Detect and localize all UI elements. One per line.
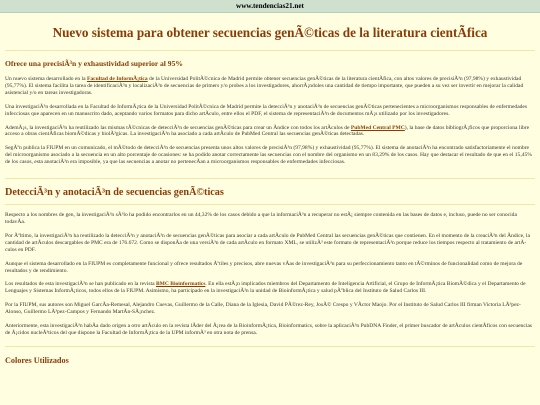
page-title: Nuevo sistema para obtener secuencias genÃ©ticas de la literatura cientÃfica — [52, 25, 488, 40]
paragraph-index: Por Ãºltimo, la investigaciÃ³n ha reutilizado la detecciÃ³n y anotaciÃ³n de secuencias genÃ©ticas para asociar a cada artÃculo de PubMed Central las secuencias genÃ©ticas que contienen. En el momento de la creaciÃ³n del Ãndice, la cantidad de artÃculos descargables de PMC era de 176.672. Como se disponÃa de una versiÃ³n de cada artÃculo en formato XML, se utilizÃ³ este formato de representaciÃ³n porque reduce los tiempos respecto al tratamiento de artÃculos en PDF. — [5, 232, 530, 253]
divider — [5, 204, 535, 205]
paragraph-text: de la Universidad PolitÃ©cnica de Madrid permite obtener secuencias genÃ©ticas de la literatura cientÃfica, con altos valores de precisiÃ³n (97,98%) y exhaustividad (95,77%). El sistema facilita la tarea de identificaciÃ³n y localizaciÃ³n de secuencias de primers y/o probes a los investigadores, ahorrÃ¡ndoles una cantidad de tiempo importante, que pueden a su vez ser invertir en mejorar la calidad asistencial y/o en tareas investigadoras. — [5, 76, 524, 96]
paragraph-pubmed — [5, 125, 535, 139]
paragraph-intro — [5, 76, 535, 97]
site-url-bar — [0, 0, 540, 13]
section-title-deteccion: DetecciÃ³n y anotaciÃ³n de secuencias genÃ©ticas — [5, 187, 224, 199]
divider — [5, 346, 535, 347]
paragraph-gene-names: Respecto a los nombres de gen, la investigaciÃ³n sÃ³lo ha podido encontrarlos en un 44,32% de los casos debido a que la informaciÃ³n a recuperar no estÃ¡ siempre contenida en las bases de datos e, incluso, puede no ser conocida todavÃa. — [5, 212, 517, 225]
paragraph-results: SegÃºn publica la FIUPM en un comunicado, el mÃ©todo de detecciÃ³n de secuencias presenta unos altos valores de precisiÃ³n (97,98%) y exhaustividad (95,77%). El sistema de anotaciÃ³n ha encontrado satisfactoriamente el nombre del microorganismo asociado a la secuencia en un alto porcentaje de ocasiones: se ha podido anotar correctamente las secuencias con el nombre del organismo en un 83,29% de los casos. Hay que destacar el resultado de que en el 15,45% de los casos, esta anotaciÃ³n era imposible, ya que las secuencias a anotar no pertenecÃan a microorganismos responsables de enfermedades infecciosas. — [5, 145, 532, 166]
section-title-colores: Colores Utilizados — [5, 355, 69, 365]
link-pubmed-central[interactable]: PubMed Central PMC — [350, 124, 405, 131]
paragraph-research: Una investigaciÃ³n desarrollada en la Facultad de InformÃ¡tica de la Universidad PolitÃ©cnica de Madrid permite la detecciÃ³n y anotaciÃ³n de secuencias genÃ©ticas pertenecientes a microorganismos responsables de enfermedades infecciosas que aparecen en un manuscrito dado, aceptando varios formatos para dicho artÃculo, entre ellos el PDF, el sistema de representaciÃ³n de documentos mÃ¡s utilizado por los investigadores. — [5, 103, 528, 117]
divider — [5, 178, 535, 179]
paragraph-text: AdemÃ¡s, la investigaciÃ³n ha reutilizado las mismas tÃ©cnicas de detecciÃ³n de secuencias genÃ©ticas para crear un Ãndice con todos los artÃculos de — [5, 124, 351, 131]
paragraph-text: Un nuevo sistema desarrollado en la — [5, 76, 87, 82]
paragraph-text: Los resultados de esta investigaciÃ³n se han publicado en la revista — [5, 281, 156, 288]
link-bmc-bioinformatics[interactable]: BMC Bioinformatics — [155, 281, 206, 288]
paragraph-future-work: Aunque el sistema desarrollado en la FIUPM es completamente funcional y ofrece resultados Ãºtiles y precisos, abre nuevas vÃas de investigaciÃ³n para su perfeccionamiento tanto en tÃ©rminos de funcionalidad como de mejora de resultados y de rendimiento. — [5, 260, 523, 274]
paragraph-publication — [5, 281, 535, 295]
paragraph-text: ), la base de datos bibliogrÃ¡ficos que proporciona libre acceso a obras cientÃficas biomÃ©dicas y biolÃ³gicas. La investigaciÃ³n ha asociado a cada artÃculo de PubMed Central las secuencias genÃ©ticas detectadas. — [5, 124, 530, 138]
paragraph-text: . En ella estÃ¡n implicados miembros del Departamento de Inteligencia Artificial, el Grupo de InformÃ¡tica BiomÃ©dica y el Departamento de Lenguajes y Sistemas InformÃ¡ticos, todos ellos de la FIUPM. Asimismo, ha participado en la investigaciÃ³n la unidad de BioinformÃ¡tica y salud pÃºblica del Instituto de Salud Carlos III. — [5, 281, 526, 295]
paragraph-authors: Por la FIUPM, sus autores son Miguel GarcÃa-Remesal, Alejandro Cuevas, Guillermo de la Calle, Diana de la Iglesia, David PÃ©rez-Rey, JosÃ© Crespo y VÃctor Maojo. Por el Instituto de Salud Carlos III firman Victoria LÃ³pez-Alonso, Guillermo LÃ³pez-Campos y Fernando MartÃn-SÃ¡nchez. — [5, 302, 521, 316]
paragraph-pubdna: Anteriormente, esta investigaciÃ³n habÃa dado origen a otro artÃculo en la revista lÃder del Ã¡rea de la BioinformÃ¡tica, Bioinformatics, sobre la aplicaciÃ³n PubDNA Finder, el primer buscador de artÃculos cientÃficos con secuencias de Ã¡cidos nucleÃ³ticos del que dispone la Facultad de InformÃ¡tica de la UPM informÃ³ en otra nota de prensa. — [5, 323, 532, 336]
divider — [5, 50, 535, 51]
article-subtitle: Ofrece una precisiÃ³n y exhaustividad superior al 95% — [5, 59, 183, 68]
site-url: www.tendencias21.net — [236, 2, 304, 10]
link-facultad-informatica[interactable]: Facultad de InformÃ¡tica — [86, 76, 148, 82]
article — [0, 25, 540, 367]
